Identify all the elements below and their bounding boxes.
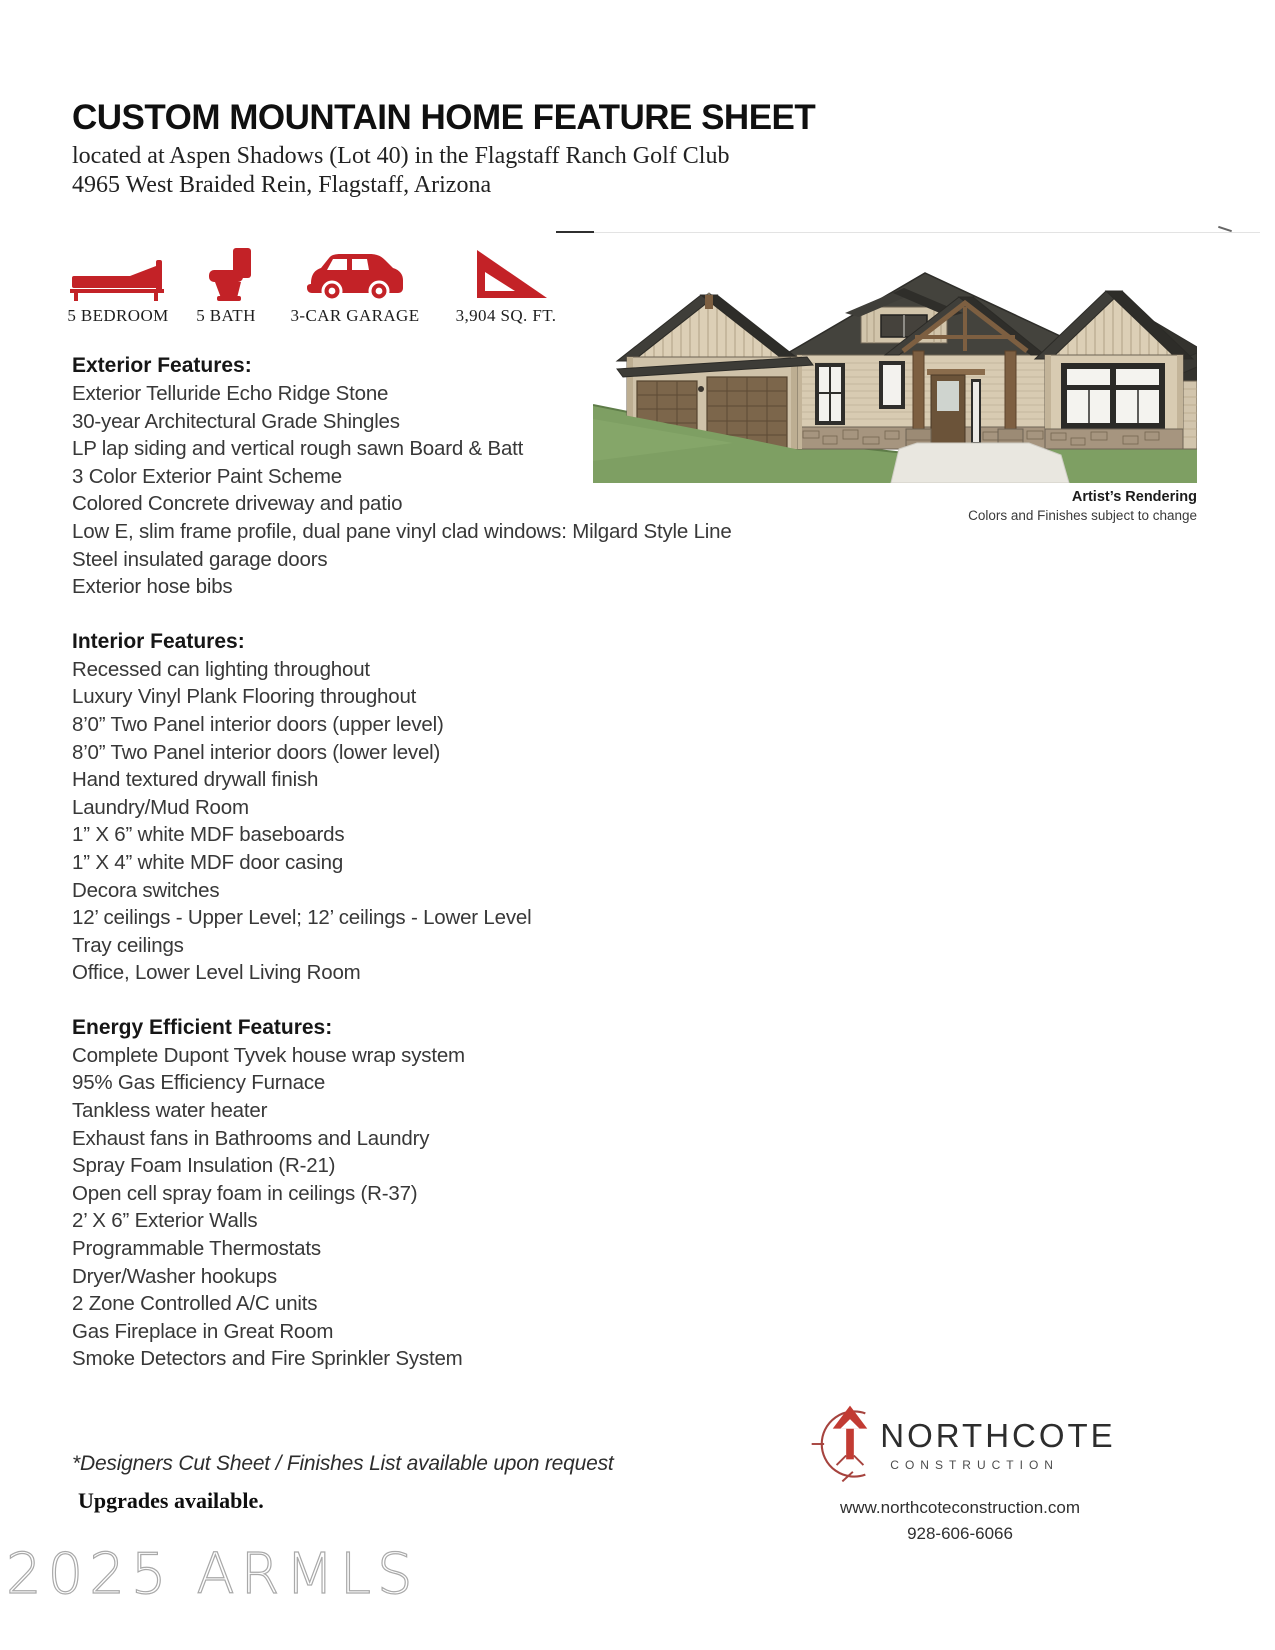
subtitle-line-1: located at Aspen Shadows (Lot 40) in the Flagstaff Ranch Golf Club — [72, 143, 730, 169]
feature-list — [72, 380, 762, 601]
feature-item: Smoke Detectors and Fire Sprinkler System — [72, 1347, 463, 1371]
car-icon — [290, 246, 420, 302]
feature-item: Tray ceilings — [72, 933, 184, 957]
feature-item: 2’ X 6” Exterior Walls — [72, 1209, 258, 1233]
feature-item: Low E, slim frame profile, dual pane vinyl clad windows: Milgard Style Line — [72, 519, 732, 543]
designers-cut-sheet-note: *Designers Cut Sheet / Finishes List available upon request — [72, 1452, 614, 1475]
builder-tagline: CONSTRUCTION — [890, 1457, 1059, 1472]
rendering-caption-title: Artist’s Rendering — [1071, 489, 1197, 505]
stat-garage — [290, 246, 420, 326]
feature-item: 12’ ceilings - Upper Level; 12’ ceilings - Lower Level — [72, 906, 532, 930]
section-heading: Interior Features: — [72, 629, 245, 653]
feature-item: Complete Dupont Tyvek house wrap system — [72, 1043, 465, 1067]
feature-item: Tankless water heater — [72, 1099, 268, 1123]
feature-item: Decora switches — [72, 878, 220, 902]
feature-item: Colored Concrete driveway and patio — [72, 492, 403, 516]
stat-label: 5 BEDROOM — [67, 306, 169, 325]
feature-item: Luxury Vinyl Plank Flooring throughout — [72, 685, 417, 709]
stat-bedrooms — [58, 246, 178, 326]
feature-item: 8’0” Two Panel interior doors (lower level) — [72, 740, 441, 764]
bed-icon — [58, 246, 178, 302]
feature-item: 1” X 6” white MDF baseboards — [72, 823, 345, 847]
feature-item: Office, Lower Level Living Room — [72, 961, 361, 985]
armls-watermark: 2025 ARMLS — [6, 1542, 419, 1607]
section-heading: Exterior Features: — [72, 354, 252, 377]
feature-item: Steel insulated garage doors — [72, 547, 328, 571]
feature-item: Open cell spray foam in ceilings (R-37) — [72, 1181, 418, 1205]
feature-item: 8’0” Two Panel interior doors (upper level) — [72, 712, 444, 736]
feature-item: Programmable Thermostats — [72, 1237, 321, 1261]
section-interior-features — [72, 628, 762, 987]
divider-dash — [556, 231, 594, 233]
subtitle-line-2: 4965 West Braided Rein, Flagstaff, Arizona — [72, 172, 492, 198]
builder-logo-text — [880, 1417, 1115, 1472]
builder-block — [775, 1398, 1145, 1544]
feature-item: 30-year Architectural Grade Shingles — [72, 409, 400, 433]
stat-label: 3,904 SQ. FT. — [455, 306, 557, 325]
toilet-icon — [184, 246, 268, 302]
stat-label: 5 BATH — [196, 306, 256, 325]
feature-item: Laundry/Mud Room — [72, 795, 249, 819]
feature-item: Spray Foam Insulation (R-21) — [72, 1154, 336, 1178]
page-title: CUSTOM MOUNTAIN HOME FEATURE SHEET — [72, 98, 816, 137]
feature-sections — [72, 352, 762, 1400]
feature-item: Exterior Telluride Echo Ridge Stone — [72, 382, 389, 405]
set-square-icon — [446, 246, 566, 302]
upgrades-note: Upgrades available. — [78, 1488, 264, 1513]
section-heading: Energy Efficient Features: — [72, 1015, 333, 1039]
feature-item: Dryer/Washer hookups — [72, 1264, 277, 1288]
feature-item: 3 Color Exterior Paint Scheme — [72, 464, 342, 488]
feature-item: Exhaust fans in Bathrooms and Laundry — [72, 1126, 430, 1150]
feature-item: 2 Zone Controlled A/C units — [72, 1292, 318, 1316]
builder-logo — [775, 1398, 1145, 1490]
stat-label: 3-CAR GARAGE — [290, 306, 420, 325]
feature-item: Recessed can lighting throughout — [72, 657, 370, 681]
rendering-caption — [760, 489, 1197, 523]
property-address — [72, 142, 729, 200]
builder-website: www.northcoteconstruction.com — [840, 1498, 1080, 1517]
feature-item: Exterior hose bibs — [72, 575, 233, 599]
stat-baths — [184, 246, 268, 326]
feature-item: Gas Fireplace in Great Room — [72, 1319, 334, 1343]
feature-list — [72, 1042, 762, 1373]
stat-sqft — [446, 246, 566, 326]
rendering-caption-note: Colors and Finishes subject to change — [968, 508, 1197, 523]
feature-item: LP lap siding and vertical rough sawn Board & Batt — [72, 437, 524, 461]
feature-item: 95% Gas Efficiency Furnace — [72, 1071, 326, 1095]
feature-item: 1” X 4” white MDF door casing — [72, 850, 344, 874]
section-energy-features — [72, 1014, 762, 1373]
builder-name: NORTHCOTE — [880, 1416, 1116, 1454]
feature-list — [72, 656, 762, 987]
section-exterior-features — [72, 352, 762, 601]
builder-phone: 928-606-6066 — [907, 1524, 1013, 1543]
feature-item: Hand textured drywall finish — [72, 768, 319, 792]
